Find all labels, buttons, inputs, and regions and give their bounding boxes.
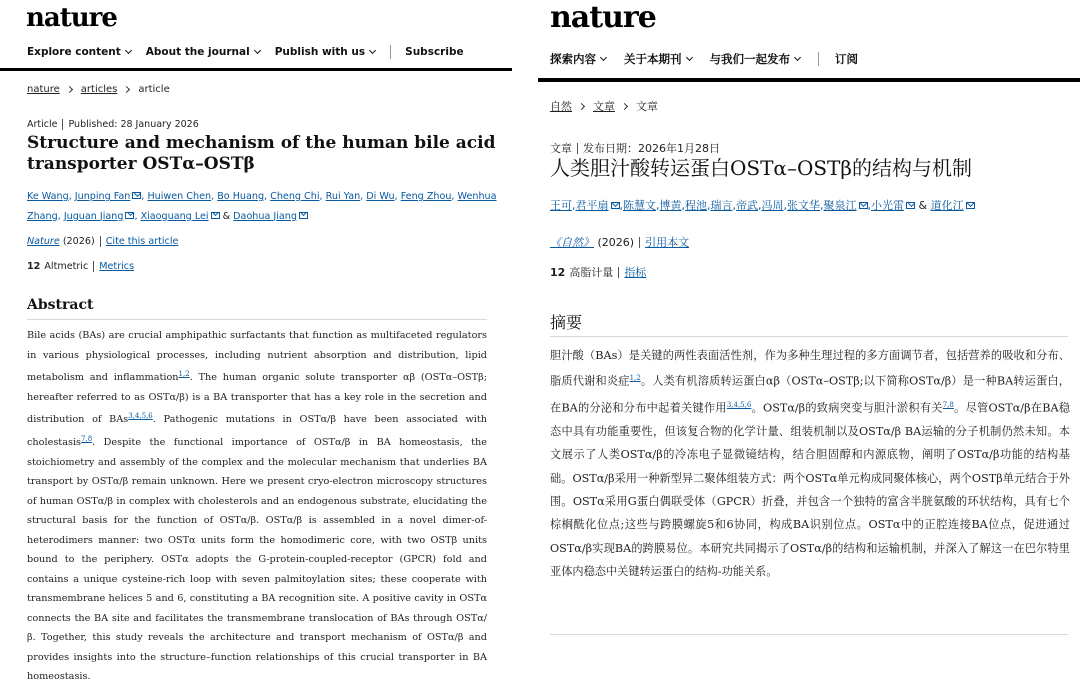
published-date: Published: 28 January 2026 (68, 119, 199, 130)
altmetric-count: 12 (27, 261, 41, 272)
abstract-part: Bile acids (BAs) are crucial amphipathic surfactants that function as multifaceted regulators in various physiological processes, including nutrient absorption and distribution, lipid metabolism and inflammation (27, 330, 487, 384)
breadcrumb (550, 98, 658, 114)
nav-explore-content[interactable] (27, 46, 131, 58)
metrics-divider (618, 267, 619, 278)
email-icon[interactable] (966, 202, 975, 209)
chevron-down-icon (600, 54, 607, 61)
author-link[interactable]: Xiaoguang Lei (140, 210, 209, 222)
panel-gap (515, 0, 533, 667)
nav-about-journal[interactable] (146, 46, 260, 58)
nav-publish-with-us[interactable] (275, 46, 375, 58)
breadcrumb (27, 84, 170, 95)
nav-divider (390, 45, 391, 59)
author-link[interactable]: 张文华 (787, 199, 820, 212)
breadcrumb-nature[interactable]: nature (27, 84, 60, 95)
author-link[interactable]: Daohua Jiang (233, 210, 297, 222)
author-ampersand: & (918, 199, 928, 212)
nav-explore-label: 探索内容 (550, 52, 596, 66)
reference-link[interactable]: 3,4,5,6 (128, 412, 153, 421)
chevron-right-icon (621, 102, 628, 109)
chevron-down-icon (254, 47, 261, 54)
reference-link[interactable]: 1,2 (178, 370, 190, 378)
article-title: 人类胆汁酸转运蛋白OSTα–OSTβ的结构与机制 (550, 156, 972, 180)
meta-divider (62, 119, 63, 130)
author-link[interactable]: 王可 (550, 199, 572, 212)
abstract-part: 胆汁酸（BAs）是关键的两性表面活性剂，作为多种生理过程的多方面调节者，包括营养的吸收和分布、脂质代谢和炎症 (550, 349, 1070, 389)
publication-year: (2026) (62, 236, 95, 247)
chinese-article-panel (538, 0, 1080, 667)
author-link[interactable]: Huiwen Chen (147, 191, 212, 202)
journal-link[interactable]: Nature (27, 236, 60, 247)
author-link[interactable]: 道化江 (930, 199, 964, 212)
nature-logo[interactable]: nature (26, 3, 117, 33)
nav-about-label: 关于本期刊 (624, 52, 682, 66)
breadcrumb-articles[interactable]: articles (80, 84, 118, 95)
abstract-part: . The human organic solute transporter αβ (OSTα–OSTβ; hereafter referred to as OSTα/β) is a BA transporter that has a key role in the secretion and distribution of BAs (27, 372, 487, 426)
nav-about-journal[interactable] (624, 51, 692, 67)
chevron-right-icon (66, 86, 73, 93)
article-meta (550, 140, 720, 156)
altmetric-label: Altmetric (44, 261, 89, 272)
author-list: 王可,君平扇 ,陈慧文,博黄,程池,瑞言,帝武,冯周,张文华,聚泉江 ,小光雷 & 道化江 (550, 196, 1070, 216)
header-rule (0, 68, 512, 71)
journal-link[interactable]: 《自然》 (550, 236, 594, 249)
breadcrumb-articles[interactable]: 文章 (593, 100, 615, 113)
author-link[interactable]: Juguan Jiang (63, 210, 124, 222)
author-link[interactable]: Cheng Chi (270, 191, 320, 202)
abstract-heading: Abstract (27, 297, 94, 313)
email-icon[interactable] (906, 202, 915, 209)
abstract-text (550, 344, 1070, 584)
nature-logo[interactable]: nature (550, 0, 656, 35)
abstract-rule (27, 319, 487, 320)
email-icon[interactable] (611, 202, 620, 209)
author-link[interactable]: Junping Fan (74, 191, 131, 202)
cite-divider (639, 237, 640, 248)
abstract-part: 。OSTα/β的致病突变与胆汁淤积有关 (751, 401, 943, 415)
author-link[interactable]: Rui Yan (325, 191, 361, 202)
breadcrumb-current: article (138, 84, 170, 95)
author-link[interactable]: 帝武 (736, 199, 758, 212)
abstract-rule (550, 336, 1068, 337)
metrics-line (550, 264, 646, 280)
meta-divider (577, 143, 578, 154)
email-icon[interactable] (211, 212, 220, 219)
abstract-part: . Despite the functional importance of OSTα/β in BA homeostasis, the stoichiometry and assembly of the complex and the molecular mechanism that underlies BA transport by OSTα/β remain unknown. Here we present cryo-electron microscopy structures of human OSTα/β in complex with cholesterols and an endogenous substrate, elucidating the structural basis for the function of OSTα/β. OSTα/β is assembled in a novel dimer-of-heterodimers manner: two OSTα units form the homodimeric core, with two OSTβ units bound to the periphery. OSTα adopts the G-protein-coupled-receptor (GPCR) fold and contains a unique cysteine-rich loop with seven palmitoylation sites; these cooperate with transmembrane helices 5 and 6, constituting a BA recognition site. A positive cavity in OSTα connects the BA site and facilitates the transmembrane translocation of BAs through OSTα/β. Together, this study reveals the architecture and transport mechanism of OSTα/β and provides insights into the structure–function relationships of this crucial transporter in BA homeostasis. (27, 437, 487, 683)
article-meta (27, 119, 199, 130)
chevron-down-icon (125, 47, 132, 54)
reference-link[interactable]: 1,2 (629, 374, 641, 383)
abstract-text (27, 326, 487, 687)
author-link[interactable]: 小光雷 (871, 199, 904, 212)
altmetric-label: 高脂计量 (569, 266, 614, 279)
chevron-down-icon (794, 54, 801, 61)
publication-year: (2026) (597, 235, 635, 249)
metrics-link[interactable]: Metrics (99, 261, 135, 272)
abstract-part: 。人类有机溶质转运蛋白αβ（OSTα–OSTβ;以下简称OSTα/β）是一种BA转运蛋白，在BA的分泌和分布中起着关键作用 (550, 375, 1070, 415)
abstract-part: 。尽管OSTα/β在BA稳态中具有功能重要性，但该复合物的化学计量、组装机制以及OSTα/β BA运输的分子机制仍然未知。本文展示了人类OSTα/β的冷冻电子显微镜结构，结合胆固醇和内源底物，阐明了OSTα/β功能的结构基础。OSTα/β采用一种新型异二聚体组装方式：两个OSTα单元构成同聚体核心，两个OSTβ单元结合于外围。OSTα采用G蛋白偶联受体（GPCR）折叠，并包含一个独特的富含半胱氨酸的环状结构，具有七个棕榈酰化位点;这些与跨膜螺旋5和6协同，构成BA识别位点。OSTα中的正腔连接BA位点，促进通过OSTα/β实现BA的跨膜易位。本研究共同揭示了OSTα/β的结构和运输机制，并深入了解这一在巴尔特里亚体内稳态中关键转运蛋白的结构-功能关系。 (550, 401, 1070, 579)
chevron-down-icon (369, 47, 376, 54)
author-link[interactable]: 程池 (685, 199, 707, 212)
reference-link[interactable]: 7,8 (942, 400, 954, 409)
english-article-panel (0, 0, 512, 683)
nav-publish-label: Publish with us (274, 46, 366, 58)
metrics-line (27, 261, 134, 272)
metrics-divider (93, 261, 94, 272)
email-icon[interactable] (132, 192, 141, 199)
chevron-right-icon (123, 86, 130, 93)
author-link[interactable]: 冯周 (761, 199, 784, 212)
author-ampersand: & (222, 210, 231, 222)
author-link[interactable]: Ke Wang (27, 191, 69, 202)
author-list: Ke Wang, Junping Fan , Huiwen Chen, Bo Huang, Cheng Chi, Rui Yan, Di Wu, Feng Zhou, Wenhua Zhang, Juguan Jiang , Xiaoguang Lei & Daohua Jiang (27, 191, 497, 222)
nav-explore-content[interactable] (550, 51, 606, 67)
chevron-down-icon (685, 54, 692, 61)
author-link[interactable]: Bo Huang (217, 191, 265, 202)
header-rule (538, 78, 1080, 82)
author-link[interactable]: 君平扇 (575, 199, 609, 212)
author-link[interactable]: Wenhua Zhang (27, 191, 497, 222)
email-icon[interactable] (859, 202, 868, 209)
author-link[interactable]: Feng Zhou (400, 191, 452, 202)
email-icon[interactable] (299, 212, 308, 219)
section-rule (550, 634, 1068, 635)
nav-divider (818, 52, 819, 66)
chevron-right-icon (578, 102, 585, 109)
nav-subscribe[interactable]: 订阅 (835, 52, 858, 66)
main-nav (550, 50, 876, 68)
reference-link[interactable]: 7,8 (81, 434, 93, 443)
citation-line (550, 234, 689, 250)
author-link[interactable]: 陈慧文 (623, 199, 656, 212)
author-link[interactable]: 聚泉江 (823, 199, 857, 212)
reference-link[interactable]: 3,4,5,6 (726, 400, 752, 409)
citation-line (27, 236, 178, 247)
article-type: 文章 (550, 142, 572, 155)
breadcrumb-nature[interactable]: 自然 (550, 100, 572, 113)
metrics-link[interactable]: 指标 (624, 266, 647, 279)
article-title: Structure and mechanism of the human bile acid transporter OSTα–OSTβ (27, 133, 496, 174)
abstract-part: . Pathogenic mutations in OSTα/β have been associated with cholestasis (27, 414, 488, 449)
author-link[interactable]: 博黄 (659, 199, 682, 212)
cite-this-article-link[interactable]: 引用本文 (645, 236, 690, 249)
email-icon[interactable] (125, 212, 134, 219)
nav-publish-with-us[interactable] (710, 51, 801, 67)
breadcrumb-current: 文章 (636, 100, 658, 113)
nav-subscribe[interactable]: Subscribe (405, 46, 464, 58)
nav-explore-label: Explore content (27, 46, 121, 58)
author-link[interactable]: 瑞言 (710, 199, 733, 212)
author-link[interactable]: Di Wu (366, 191, 395, 202)
main-nav (27, 44, 479, 60)
abstract-heading: 摘要 (550, 313, 583, 332)
cite-divider (100, 236, 101, 247)
nav-about-label: About the journal (145, 46, 250, 58)
altmetric-count: 12 (550, 265, 566, 279)
article-type: Article (27, 119, 58, 130)
cite-this-article-link[interactable]: Cite this article (105, 236, 179, 247)
published-date: 发布日期：2026年1月28日 (583, 142, 720, 155)
nav-publish-label: 与我们一起发布 (709, 52, 790, 66)
